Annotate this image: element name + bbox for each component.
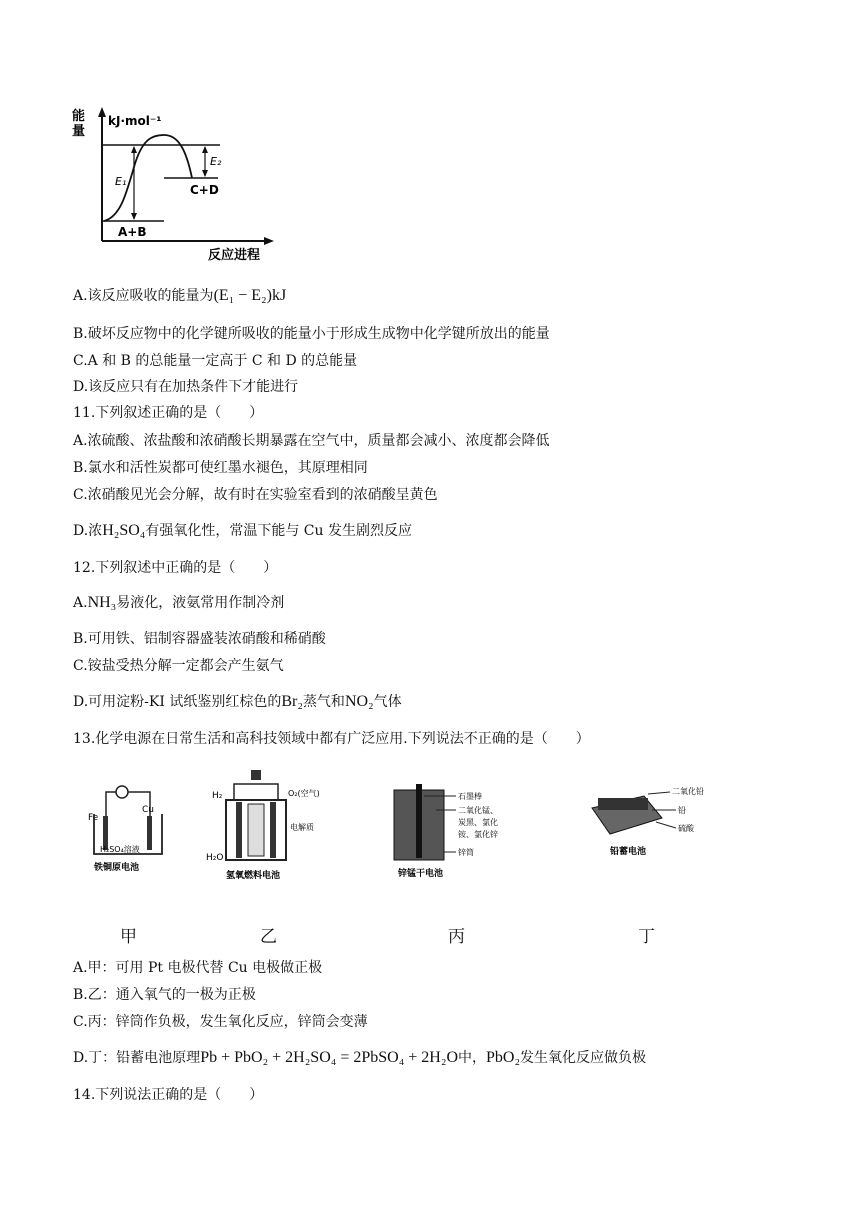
yi-h2o-label: H₂O: [206, 853, 224, 863]
bing-label-3: 炭黑、氯化: [458, 818, 498, 827]
bing-graphite-rod: [416, 784, 422, 858]
q12-a-post: 易液化，液氨常用作制冷剂: [116, 595, 285, 611]
q10-option-a: [73, 286, 286, 306]
q12-d-chem2: NO₂: [344, 693, 374, 710]
jia-title: 铁铜原电池: [94, 863, 140, 873]
energy-diagram: [68, 105, 288, 265]
jia-fe-label: Fe: [88, 813, 99, 823]
caption-ding: 丁: [638, 927, 655, 947]
yi-o2-label: O₂(空气): [288, 789, 320, 798]
q10-option-b: B.破坏反应物中的化学键所吸收的能量小于形成生成物中化学键所放出的能量: [73, 326, 550, 342]
jia-cu-label: Cu: [142, 805, 154, 815]
yi-wire: [234, 784, 278, 800]
q12-d-pre: D.可用淀粉-KI 试纸鉴别红棕色的: [73, 694, 282, 710]
q13-d-chem: PbO₂: [486, 1049, 521, 1066]
q11-d-chem: H₂SO₄: [102, 522, 146, 539]
fig-jia-fe-cu-cell: [80, 778, 180, 878]
caption-yi: 乙: [260, 927, 277, 947]
ding-pointer-3: [656, 822, 676, 828]
e1-label: E₁: [115, 175, 127, 188]
fig-ding-lead-battery: [582, 778, 742, 878]
y-label-bottom: 量: [72, 124, 86, 139]
unit-label: kJ·mol⁻¹: [108, 114, 162, 128]
reactants-label: A+B: [118, 225, 147, 239]
q13-option-b: B.乙：通入氧气的一极为正极: [73, 987, 256, 1003]
q10-a-text: A.该反应吸收的能量为: [73, 288, 214, 304]
q13-d-post: 发生氧化反应做负极: [520, 1050, 647, 1066]
q13-stem: 13.化学电源在日常生活和高科技领域中都有广泛应用.下列说法不正确的是（ ）: [73, 731, 590, 747]
y-axis-arrow: [98, 107, 106, 117]
q12-d-post: 气体: [373, 694, 402, 710]
bing-label-5: 锌筒: [458, 848, 474, 857]
ding-title: 铅蓄电池: [610, 847, 647, 857]
q10-option-c: C.A 和 B 的总能量一定高于 C 和 D 的总能量: [73, 353, 358, 369]
q12-a-pre: A.: [73, 595, 88, 611]
products-label: C+D: [190, 183, 219, 197]
bing-label-2: 二氧化锰、: [458, 806, 498, 815]
q13-d-pre: D.丁：铅蓄电池原理: [73, 1050, 201, 1066]
yi-electrolyte: [248, 804, 264, 856]
yi-title: 氢氧燃料电池: [226, 871, 281, 881]
e1-arrow-head-top: [131, 146, 137, 153]
ding-label-2: 铅: [678, 806, 686, 815]
q11-option-c: C.浓硝酸见光会分解，故有时在实验室看到的浓硝酸呈黄色: [73, 487, 438, 503]
q13-option-d: [73, 1048, 646, 1068]
q11-option-b: B.氯水和活性炭都可使红墨水褪色，其原理相同: [73, 460, 368, 476]
jia-cu-electrode: [147, 816, 152, 850]
ding-label-1: 二氧化铅: [672, 787, 704, 796]
yi-electrolyte-label: 电解质: [290, 823, 314, 832]
yi-lamp-icon: [251, 770, 261, 780]
fig-yi-fuel-cell: [196, 770, 346, 885]
caption-jia: 甲: [120, 927, 137, 947]
q11-d-pre: D.浓: [73, 523, 103, 539]
e1-arrow-head-bottom: [131, 213, 137, 220]
fig-bing-dry-cell: [386, 782, 546, 882]
q11-option-d: [73, 521, 412, 541]
jia-solution-label: H₂SO₄溶液: [100, 845, 140, 854]
e2-arrow-head-top: [202, 146, 208, 153]
q12-d-mid: 蒸气和: [302, 694, 345, 710]
q12-d-chem1: Br₂: [281, 693, 303, 710]
x-axis-arrow: [264, 237, 274, 245]
bing-title: 锌锰干电池: [398, 869, 444, 879]
q10-a-formula: (E₁ − E₂)kJ: [213, 287, 287, 304]
bing-label-1: 石墨棒: [458, 792, 482, 801]
q11-d-post: 有强氧化性，常温下能与 Cu 发生剧烈反应: [145, 523, 412, 539]
q10-option-d: D.该反应只有在加热条件下才能进行: [73, 379, 299, 395]
jia-ammeter-icon: [116, 786, 128, 798]
q14-stem: 14.下列说法正确的是（ ）: [73, 1087, 264, 1103]
q11-option-a: A.浓硫酸、浓盐酸和浓硝酸长期暴露在空气中，质量都会减小、浓度都会降低: [73, 433, 550, 449]
q11-stem: 11.下列叙述正确的是（ ）: [73, 405, 264, 421]
yi-h2-label: H₂: [212, 791, 223, 801]
q12-stem: 12.下列叙述中正确的是（ ）: [73, 560, 278, 576]
caption-bing: 丙: [448, 927, 465, 947]
q13-d-equation: Pb + PbO₂ + 2H₂SO₄ = 2PbSO₄ + 2H₂O: [200, 1049, 458, 1066]
q12-option-a: [73, 593, 284, 613]
ding-pointer-1: [648, 792, 670, 794]
q13-option-c: C.丙：锌筒作负极，发生氧化反应，锌筒会变薄: [73, 1014, 368, 1030]
ding-plates: [598, 798, 648, 810]
q12-a-chem: NH₃: [87, 594, 117, 611]
q13-option-a: A.甲：可用 Pt 电极代替 Cu 电极做正极: [73, 960, 323, 976]
y-label-top: 能: [72, 109, 86, 124]
e2-label: E₂: [210, 155, 222, 168]
bing-label-4: 铵、氯化锌: [458, 830, 498, 839]
q12-option-d: [73, 692, 402, 712]
q13-d-mid: 中，: [458, 1050, 486, 1066]
q12-option-b: B.可用铁、铝制容器盛装浓硝酸和稀硝酸: [73, 631, 326, 647]
ding-label-3: 硫酸: [678, 824, 694, 833]
yi-cathode: [270, 802, 276, 858]
x-axis-label: 反应进程: [208, 248, 261, 263]
yi-anode: [236, 802, 242, 858]
e2-arrow-head-bottom: [202, 170, 208, 177]
q12-option-c: C.铵盐受热分解一定都会产生氨气: [73, 658, 284, 674]
